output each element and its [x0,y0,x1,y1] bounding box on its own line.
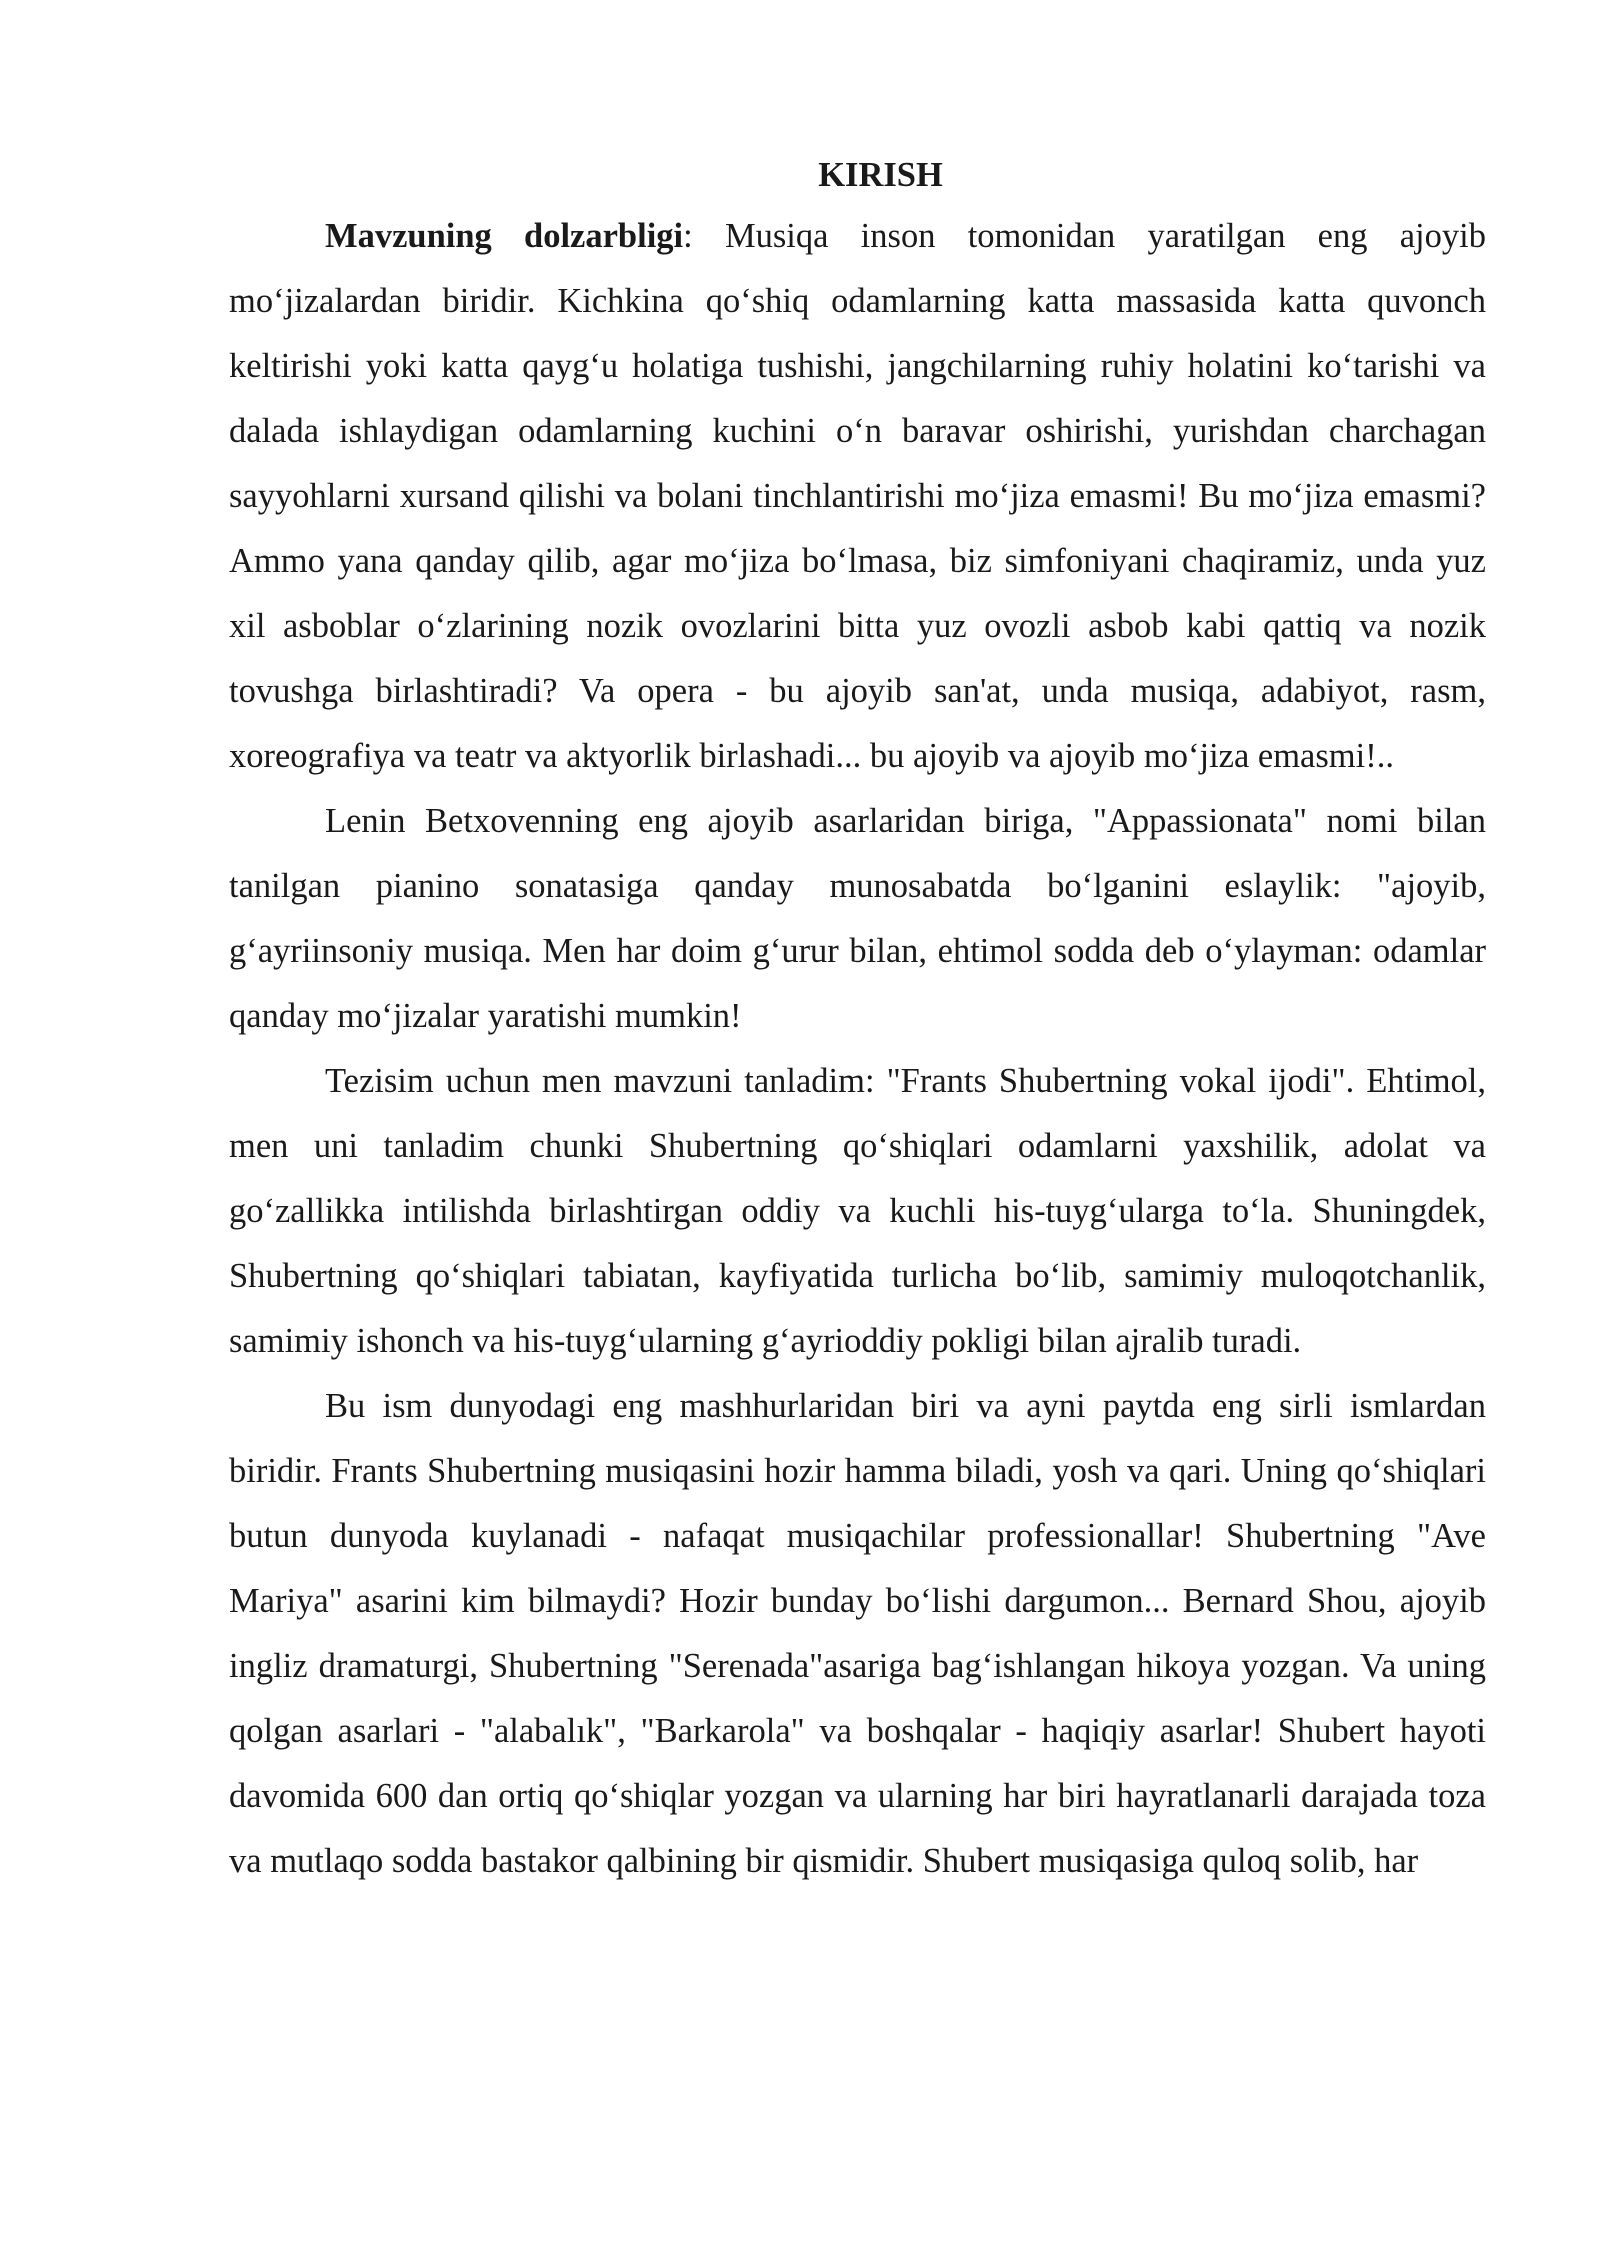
paragraph-schubert-fame: Bu ism dunyodagi eng mashhurlaridan biri va ayni paytda eng sirli ismlardan biridir. Frants Shubertning musiqasini hozir hamma biladi, yosh va qari. Uning qo‘shiqlari butun dunyoda kuylanadi - nafaqat musiqachilar professionallar! Shubertning "Ave Mariya" asarini kim bilmaydi? Hozir bunday bo‘lishi dargumon... Bernard Shou, ajoyib ingliz dramaturgi, Shubertning "Serenada"asariga bag‘ishlangan hikoya yozgan. Va uning qolgan asarlari - "alabalık", "Barkarola" va boshqalar - haqiqiy asarlar! Shubert hayoti davomida 600 dan ortiq qo‘shiqlar yozgan va ularning har biri hayratlanarli darajada toza va mutlaqo sodda bastakor qalbining bir qismidir. Shubert musiqasiga quloq solib, har [229,1387,1486,1880]
paragraph-thesis-topic: Tezisim uchun men mavzuni tanladim: "Frants Shubertning vokal ijodi". Ehtimol, men uni tanladim chunki Shubertning qo‘shiqlari odamlarni yaxshilik, adolat va go‘zallikka intilishda birlashtirgan oddiy va kuchli his-tuyg‘ularga to‘la. Shuningdek, Shubertning qo‘shiqlari tabiatan, kayfiyatida turlicha bo‘lib, samimiy muloqotchanlik, samimiy ishonch va his-tuyg‘ularning g‘ayrioddiy pokligi bilan ajralib turadi. [229,1062,1486,1360]
relevance-label: Mavzuning dolzarbligi [325,217,684,255]
relevance-text: : Musiqa inson tomonidan yaratilgan eng ajoyib mo‘jizalardan biridir. Kichkina qo‘shiq odamlarning katta massasida katta quvonch keltirishi yoki katta qayg‘u holatiga tushishi, jangchilarning ruhiy holatini ko‘tarishi va dalada ishlaydigan odamlarning kuchini o‘n baravar oshirishi, yurishdan charchagan sayyohlarni xursand qilishi va bolani tinchlantirishi mo‘jiza emasmi! Bu mo‘jiza emasmi? Ammo yana qanday qilib, agar mo‘jiza bo‘lmasa, biz simfoniyani chaqiramiz, unda yuz xil asboblar o‘zlarining nozik ovozlarini bitta yuz ovozli asbob kabi qattiq va nozik tovushga birlashtiradi? Va opera - bu ajoyib san'at, unda musiqa, adabiyot, rasm, xoreografiya va teatr va aktyorlik birlashadi... bu ajoyib va ajoyib mo‘jiza emasmi!.. [229,217,1486,775]
paragraph-lenin-quote: Lenin Betxovenning eng ajoyib asarlaridan biriga, "Appassionata" nomi bilan tanilgan pianino sonatasiga qanday munosabatda bo‘lganini eslaylik: "ajoyib, g‘ayriinsoniy musiqa. Men har doim g‘urur bilan, ehtimol sodda deb o‘ylayman: odamlar qanday mo‘jizalar yaratishi mumkin! [229,802,1486,1035]
section-heading: KIRISH [818,156,943,194]
paragraph-relevance [229,204,1486,789]
document-body [229,146,1486,1894]
